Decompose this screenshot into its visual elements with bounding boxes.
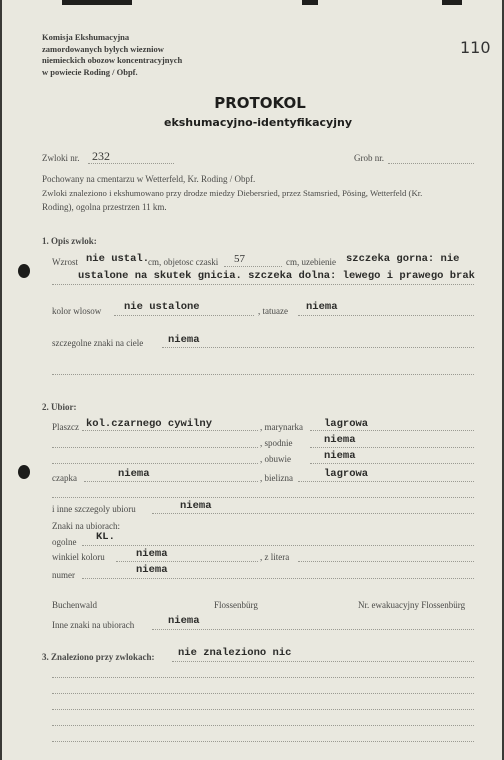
- title-main: PROTOKOL: [214, 94, 306, 112]
- czaszka-value: 57: [234, 253, 245, 265]
- obuwie-value: niema: [324, 450, 356, 462]
- field-line: [152, 629, 474, 630]
- tatuaze-label: , tatuaze: [258, 306, 288, 316]
- section-heading: 3. Znaleziono przy zwlokach:: [42, 652, 155, 662]
- punch-hole: [18, 264, 30, 278]
- org-line: w powiecie Roding / Obpf.: [42, 66, 138, 77]
- field-line: [52, 709, 474, 710]
- uzebienie-value: szczeka gorna: nie: [346, 253, 460, 265]
- znaki-ubior-label: Znaki na ubiorach:: [52, 521, 120, 531]
- zwloki-value: 232: [92, 149, 110, 163]
- tatuaze-value: niema: [306, 301, 338, 313]
- field-line: [52, 725, 474, 726]
- field-line: [298, 481, 474, 482]
- punch-hole: [18, 465, 30, 479]
- evacuation-number-label: Nr. ewakuacyjny Flossenbürg: [358, 600, 466, 610]
- inne-label: i inne szczegoly ubioru: [52, 504, 136, 514]
- field-line: [116, 561, 258, 562]
- field-line: [52, 284, 474, 285]
- cm-label: cm, objetosc czaski: [148, 257, 219, 267]
- field-line: [298, 315, 474, 316]
- inne-znaki-label: Inne znaki na ubiorach: [52, 620, 135, 630]
- field-line: [310, 463, 474, 464]
- title-sub: ekshumacyjno-identyfikacyjny: [163, 116, 352, 129]
- field-line: [224, 266, 282, 267]
- field-line: [52, 497, 474, 498]
- czapka-label: czapka: [52, 473, 77, 483]
- kolor-value: nie ustalone: [124, 301, 200, 313]
- org-line: niemieckich obozow koncentracyjnych: [42, 55, 183, 65]
- plaszcz-value: kol.czarnego cywilny: [86, 418, 213, 430]
- field-line: [388, 163, 474, 164]
- field-line: [84, 481, 258, 482]
- buried-text: Pochowany na cmentarzu w Wetterfeld, Kr. Roding / Obpf.: [42, 174, 256, 184]
- wzrost-value: nie ustal.: [86, 253, 150, 265]
- camp-buchenwald: Buchenwald: [52, 600, 97, 610]
- found-items-value: nie znaleziono nic: [178, 647, 292, 659]
- found-text: Zwloki znaleziono i ekshumowano przy drodze miedzy Diebersried, przez Stamsried, Pösing, Wetterfeld (Kr.: [42, 188, 423, 198]
- camp-flossenburg: Flossenbürg: [214, 600, 258, 610]
- field-line: [52, 677, 474, 678]
- page-number: 110: [460, 38, 491, 57]
- inne-value: niema: [180, 500, 212, 512]
- numer-label: numer: [52, 570, 75, 580]
- grob-label: Grob nr.: [354, 153, 384, 163]
- inne-znaki-value: niema: [168, 615, 200, 627]
- field-line: [82, 430, 258, 431]
- field-line: [162, 347, 474, 348]
- winkiel-label: winkiel koloru: [52, 552, 105, 562]
- marynarka-label: , marynarka: [260, 422, 303, 432]
- winkiel-value: niema: [136, 548, 168, 560]
- marynarka-value: lagrowa: [324, 418, 369, 430]
- document-subtitle: [2, 116, 502, 129]
- field-line: [82, 545, 474, 546]
- field-line: [82, 578, 474, 579]
- spodnie-value: niema: [324, 434, 356, 446]
- obuwie-label: , obuwie: [260, 454, 291, 464]
- bielizna-value: lagrowa: [324, 468, 369, 480]
- litera-label: , z litera: [260, 552, 290, 562]
- znaki-value: niema: [168, 334, 200, 346]
- field-line: [310, 447, 474, 448]
- org-line: Komisja Ekshumacyjna: [42, 32, 130, 42]
- zwloki-label: Zwloki nr.: [42, 153, 80, 163]
- field-line: [310, 430, 474, 431]
- org-header: [42, 32, 182, 78]
- czapka-value: niema: [118, 468, 150, 480]
- edge-stripe: [442, 0, 462, 5]
- found-text: Roding), ogolna przestrzen 11 km.: [42, 202, 167, 212]
- document-title: [2, 94, 502, 112]
- kolor-label: kolor wlosow: [52, 306, 102, 316]
- field-line: [52, 447, 258, 448]
- spodnie-label: , spodnie: [260, 438, 293, 448]
- field-line: [52, 741, 474, 742]
- field-line: [52, 693, 474, 694]
- section-heading: 1. Opis zwlok:: [42, 236, 97, 246]
- section-heading: 2. Ubior:: [42, 402, 77, 412]
- field-line: [298, 561, 474, 562]
- ogolne-label: ogolne: [52, 537, 77, 547]
- field-line: [52, 374, 474, 375]
- field-line: [152, 513, 474, 514]
- org-line: zamordowanych bylych wiezniow: [42, 43, 164, 54]
- field-line: [114, 315, 254, 316]
- field-line: [52, 463, 258, 464]
- cm-label: cm, uzebienie: [286, 257, 336, 267]
- plaszcz-label: Plaszcz: [52, 422, 79, 432]
- edge-stripe: [302, 0, 318, 5]
- ogolne-value: KL.: [96, 531, 115, 543]
- znaki-label: szczegolne znaki na ciele: [52, 338, 144, 348]
- field-line: [172, 661, 474, 662]
- bielizna-label: , bielizna: [260, 473, 293, 483]
- document-page: [2, 0, 502, 760]
- numer-value: niema: [136, 564, 168, 576]
- edge-stripe: [62, 0, 132, 5]
- wzrost-label: Wzrost: [52, 257, 78, 267]
- uzebienie-value-cont: ustalone na skutek gnicia. szczeka dolna: lewego i prawego brak: [78, 270, 475, 282]
